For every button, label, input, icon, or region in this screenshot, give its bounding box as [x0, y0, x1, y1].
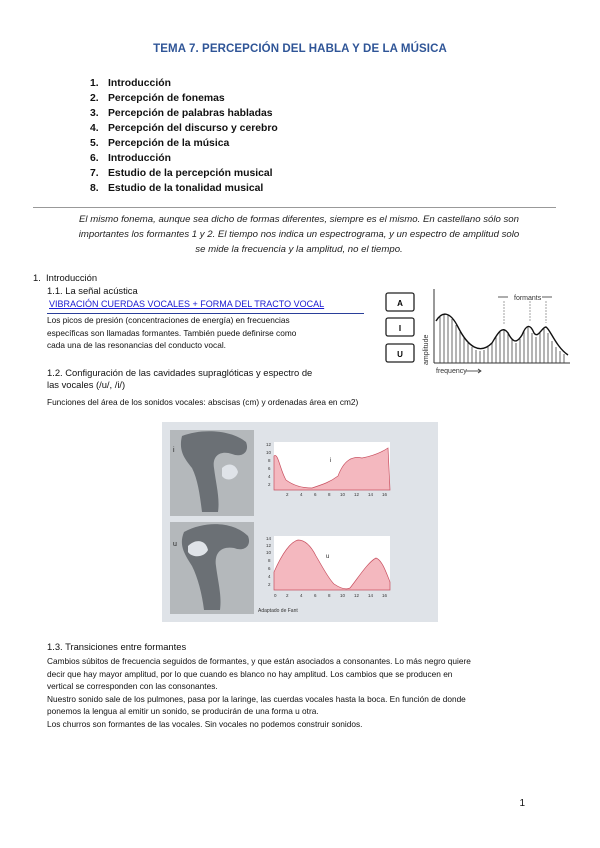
- link-underline: [47, 300, 364, 314]
- toc-item: 3. Percepción de palabras habladas: [90, 108, 273, 119]
- page-title: TEMA 7. PERCEPCIÓN DEL HABLA Y DE LA MÚSICA: [153, 43, 447, 55]
- vocal-tract-i: [170, 430, 254, 516]
- svg-text:A: A: [397, 299, 403, 308]
- svg-text:2: 2: [268, 482, 271, 487]
- toc-item: 1. Introducción: [90, 78, 171, 89]
- svg-text:8: 8: [328, 492, 331, 497]
- svg-text:12: 12: [354, 492, 360, 497]
- svg-text:U: U: [397, 350, 403, 359]
- subsection-title: 1.3. Transiciones entre formantes: [47, 641, 187, 652]
- formants-label: formants: [514, 295, 542, 302]
- svg-text:4: 4: [268, 474, 271, 479]
- svg-text:6: 6: [314, 492, 317, 497]
- figure-caption: Funciones del área de los sonidos vocales: abscisas (cm) y ordenadas área en cm2): [47, 397, 359, 407]
- svg-text:14: 14: [368, 593, 374, 598]
- svg-text:i: i: [330, 458, 332, 464]
- svg-text:8: 8: [268, 458, 271, 463]
- svg-text:4: 4: [268, 574, 271, 579]
- harmonic-bars: [440, 314, 564, 363]
- svg-text:i: i: [173, 447, 175, 454]
- svg-text:10: 10: [266, 450, 272, 455]
- area-plot-i: [266, 442, 390, 497]
- intro-note: El mismo fonema, aunque sea dicho de formas diferentes, siempre es el mismo. En castellano sólo son importantes los formantes 1 y 2. El tiempo nos indica un espectrograma, y un espectro de amplitud solo se mide la frecuencia y la amplitud, no el tiempo.: [78, 214, 520, 255]
- vocal-tract-link[interactable]: VIBRACIÓN CUERDAS VOCALES + FORMA DEL TRACTO VOCAL: [49, 299, 325, 309]
- vowel-box-a: [386, 293, 414, 311]
- svg-text:4: 4: [300, 593, 303, 598]
- svg-text:10: 10: [340, 492, 346, 497]
- subsection-title: 1.1. La señal acústica: [47, 285, 138, 296]
- section-heading: 1. Introducción: [33, 272, 98, 283]
- svg-text:12: 12: [354, 593, 360, 598]
- svg-text:12: 12: [266, 543, 272, 548]
- vocal-tract-area-figure: [162, 422, 438, 622]
- vowel-box-i: [386, 318, 414, 336]
- svg-text:14: 14: [368, 492, 374, 497]
- toc-item: 6. Introducción: [90, 153, 171, 164]
- area-plot-u: [266, 536, 390, 598]
- svg-text:u: u: [326, 554, 330, 560]
- toc-item: 2. Percepción de fonemas: [90, 93, 225, 104]
- svg-text:12: 12: [266, 442, 272, 447]
- toc-item: 8. Estudio de la tonalidad musical: [90, 183, 264, 194]
- svg-text:4: 4: [300, 492, 303, 497]
- svg-text:14: 14: [266, 536, 272, 541]
- svg-text:I: I: [398, 324, 402, 333]
- horizontal-divider: [33, 207, 556, 208]
- svg-text:8: 8: [268, 558, 271, 563]
- svg-text:2: 2: [286, 492, 289, 497]
- formants-paragraph: Los picos de presión (concentraciones de energía) en frecuencias específicas son llamadas formantes. También puede definirse como cada una de las resonancias del conducto vocal.: [47, 315, 297, 351]
- toc-item: 7. Estudio de la percepción musical: [90, 168, 273, 179]
- vowel-box-u: [386, 344, 414, 362]
- page-number: 1: [519, 798, 525, 809]
- figure-credit: Adaptado de Fant: [258, 608, 298, 614]
- transitions-paragraph: Cambios súbitos de frecuencia seguidos de formantes, y que están asociados a consonantes. Lo más negro quiere decir que hay mayor amplitud, por lo que cuando es blanco no hay amplitud. Los cambios que se producen en vertical se corresponden con las consonantes. Nuestro sonido sale de los pulmones, pasa por la laringe, las cuerdas vocales hasta la boca. En función de donde ponemos la lengua al emitir un sonido, se producirán de una forma u otra. Los churros son formantes de las vocales. Sin vocales no podemos construir sonidos.: [47, 656, 471, 729]
- subsection-title: 1.2. Configuración de las cavidades supraglóticas y espectro de las vocales (/u/, /i/): [47, 367, 313, 390]
- svg-text:6: 6: [314, 593, 317, 598]
- svg-text:u: u: [173, 541, 177, 548]
- svg-text:2: 2: [268, 582, 271, 587]
- toc-item: 5. Percepción de la música: [90, 138, 230, 149]
- svg-text:8: 8: [328, 593, 331, 598]
- amplitude-axis-label: amplitude: [423, 334, 430, 365]
- toc-item: 4. Percepción del discurso y cerebro: [90, 123, 278, 134]
- svg-text:10: 10: [266, 550, 272, 555]
- svg-text:6: 6: [268, 566, 271, 571]
- svg-text:16: 16: [382, 593, 388, 598]
- vocal-tract-u: [170, 522, 254, 614]
- svg-text:16: 16: [382, 492, 388, 497]
- amplitude-spectrum-figure: [380, 287, 576, 377]
- table-of-contents: [90, 76, 278, 196]
- svg-text:10: 10: [340, 593, 346, 598]
- frequency-axis-label: frequency: [436, 368, 467, 375]
- svg-text:0: 0: [274, 593, 277, 598]
- svg-text:2: 2: [286, 593, 289, 598]
- svg-text:6: 6: [268, 466, 271, 471]
